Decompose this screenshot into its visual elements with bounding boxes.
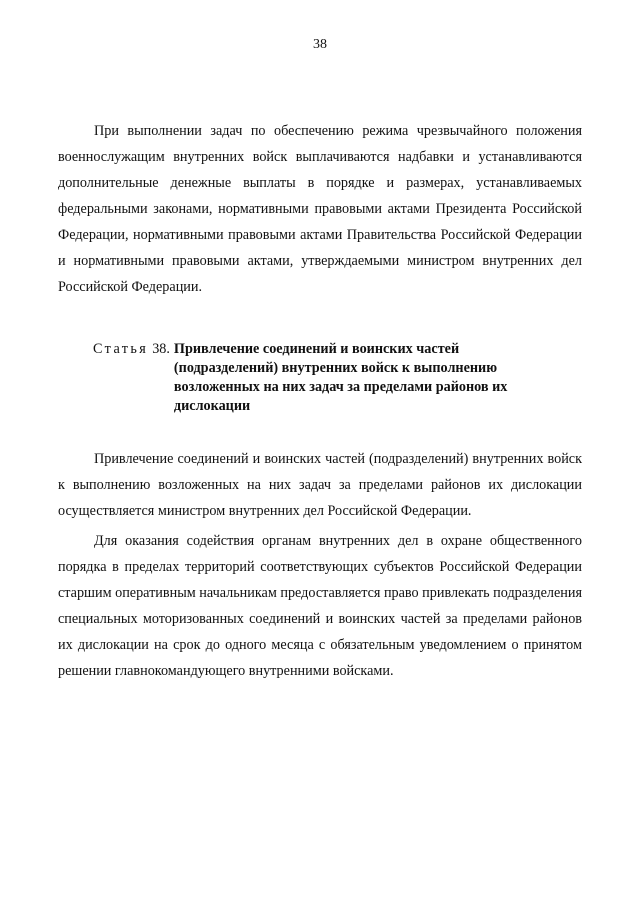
article-label: Статья — [93, 341, 149, 357]
page-number: 38 — [313, 37, 327, 52]
paragraph-involvement: Привлечение соединений и воинских частей (подразделений) внутренних войск к выполнению возложенных на них задач за пределами районов их дислокации осуществляется министром внутренних дел Российской Федерации. — [58, 451, 582, 519]
paragraph-allowances: При выполнении задач по обеспечению режима чрезвычайного положения военнослужащим внутренних войск выплачиваются надбавки и устанавливаются дополнительные денежные выплаты в порядке и размерах, устанавливаемых федеральными законами, нормативными правовыми актами Президента Российской Федерации, нормативными правовыми актами Правительства Российской Федерации и нормативными правовыми актами, утверждаемыми министром внутренних дел Российской Федерации. — [58, 123, 582, 295]
article-title: Привлечение соединений и воинских частей (подразделений) внутренних войск к выполнению возложенных на них задач за пределами районов их дислокации — [173, 341, 508, 414]
article-heading — [93, 340, 563, 416]
article-number: 38. — [152, 341, 170, 357]
paragraph-assistance: Для оказания содействия органам внутренних дел в охране общественного порядка в пределах территорий соответствующих субъектов Российской Федерации старшим оперативным начальникам предоставляется право привлекать подразделения специальных моторизованных соединений и воинских частей за пределами районов их дислокации на срок до одного месяца с обязательным уведомлением о принятом решении главнокомандующего внутренними войсками. — [58, 533, 583, 679]
